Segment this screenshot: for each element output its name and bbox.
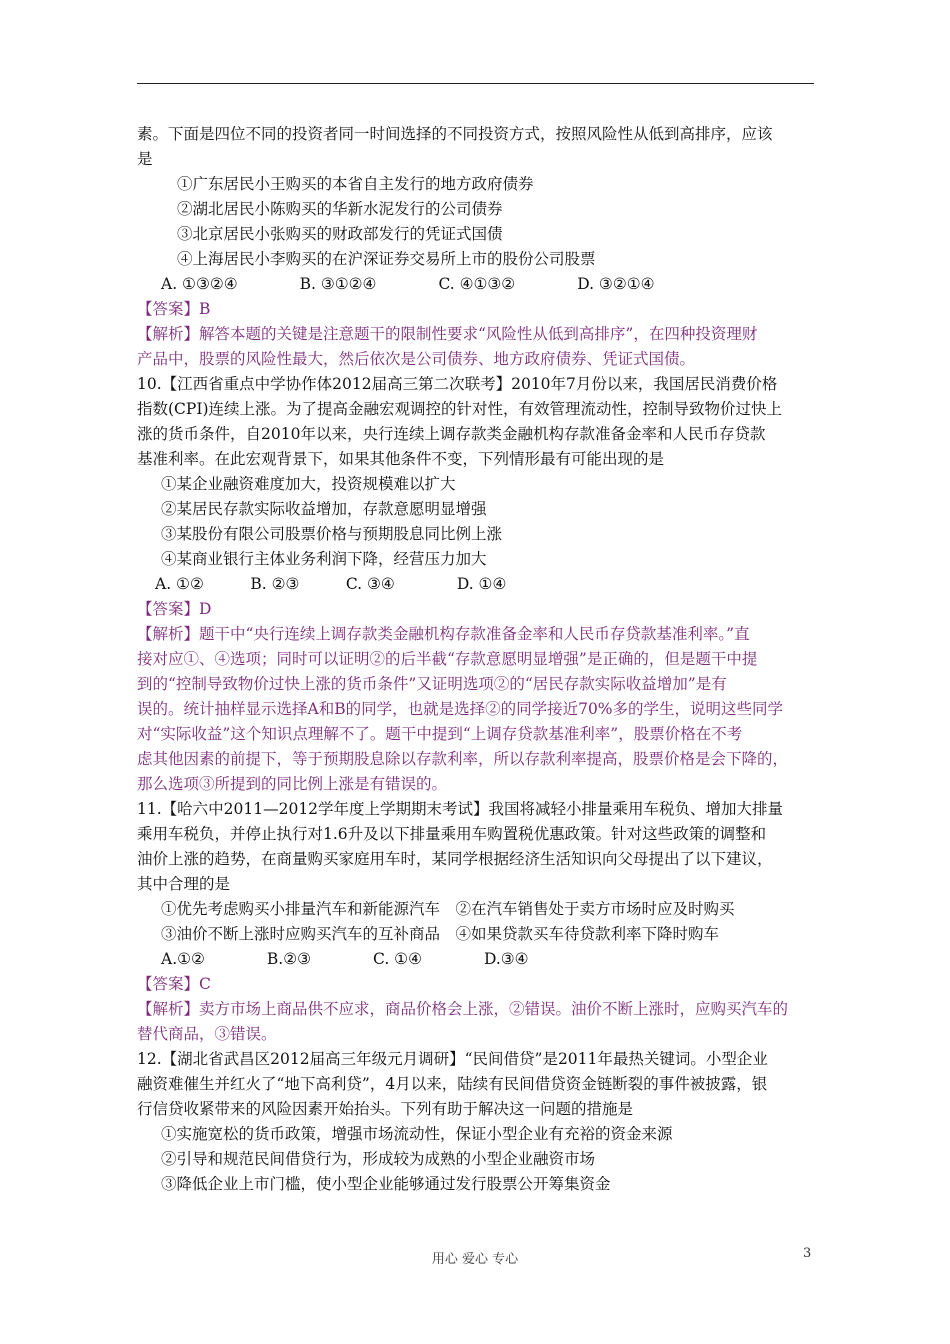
text-line: ④某商业银行主体业务利润下降，经营压力加大 bbox=[161, 550, 487, 568]
text-line: ④上海居民小李购买的在沪深证券交易所上市的股份公司股票 bbox=[177, 250, 596, 268]
text-line: 涨的货币条件，自2010年以来，央行连续上调存款类金融机构存款准备金率和人民币存贷款 bbox=[137, 425, 766, 443]
text-line: A. ①③②④ B. ③①②④ C. ④①③② D. ③②①④ bbox=[161, 275, 655, 293]
answer-line: 替代商品，③错误。 bbox=[137, 1025, 277, 1043]
text-line: 基准利率。在此宏观背景下，如果其他条件不变，下列情形最有可能出现的是 bbox=[137, 450, 665, 468]
text-line: 行信贷收紧带来的风险因素开始抬头。下列有助于解决这一问题的措施是 bbox=[137, 1100, 634, 1118]
text-line: 素。下面是四位不同的投资者同一时间选择的不同投资方式，按照风险性从低到高排序，应该 bbox=[137, 125, 773, 143]
text-line: 乘用车税负，并停止执行对1.6升及以下排量乘用车购置税优惠政策。针对这些政策的调整和 bbox=[137, 825, 767, 843]
document-body bbox=[137, 122, 817, 1197]
answer-line: 虑其他因素的前提下，等于预期股息除以存款利率，所以存款利率提高，股票价格是会下降的， bbox=[137, 750, 789, 768]
text-line: A.①② B.②③ C. ①④ D.③④ bbox=[161, 950, 529, 968]
page-number: 3 bbox=[803, 1246, 812, 1261]
text-line: ①实施宽松的货币政策，增强市场流动性，保证小型企业有充裕的资金来源 bbox=[161, 1125, 673, 1143]
answer-line: 【解析】解答本题的关键是注意题干的限制性要求“风险性从低到高排序”，在四种投资理财 bbox=[137, 325, 758, 343]
answer-line: 【解析】题干中“央行连续上调存款类金融机构存款准备金率和人民币存贷款基准利率。”直 bbox=[137, 625, 750, 643]
page-footer: 用心 爱心 专心 bbox=[431, 1252, 519, 1267]
text-line: 油价上涨的趋势，在商量购买家庭用车时，某同学根据经济生活知识向父母提出了以下建议， bbox=[137, 850, 773, 868]
text-line: ②引导和规范民间借贷行为，形成较为成熟的小型企业融资市场 bbox=[161, 1150, 596, 1168]
text-line: ②某居民存款实际收益增加，存款意愿明显增强 bbox=[161, 500, 487, 518]
text-line: 指数(CPI)连续上涨。为了提高金融宏观调控的针对性，有效管理流动性，控制导致物价过快上 bbox=[137, 400, 783, 418]
answer-line: 接对应①、④选项；同时可以证明②的后半截“存款意愿明显增强”是正确的，但是题干中提 bbox=[137, 650, 758, 668]
answer-line: 【解析】卖方市场上商品供不应求，商品价格会上涨，②错误。油价不断上涨时，应购买汽车的 bbox=[137, 1000, 789, 1018]
text-line: 10.【江西省重点中学协作体2012届高三第二次联考】2010年7月份以来，我国居民消费价格 bbox=[137, 375, 778, 393]
answer-line: 那么选项③所提到的同比例上涨是有错误的。 bbox=[137, 775, 448, 793]
answer-line: 产品中，股票的风险性最大，然后依次是公司债券、地方政府债券、凭证式国债。 bbox=[137, 350, 696, 368]
text-line: ①某企业融资难度加大，投资规模难以扩大 bbox=[161, 475, 456, 493]
answer-line: 【答案】D bbox=[137, 600, 212, 618]
text-line: ③降低企业上市门槛，使小型企业能够通过发行股票公开筹集资金 bbox=[161, 1175, 611, 1193]
text-line: 是 bbox=[137, 150, 153, 168]
text-line: ③北京居民小张购买的财政部发行的凭证式国债 bbox=[177, 225, 503, 243]
text-line: ①优先考虑购买小排量汽车和新能源汽车 ②在汽车销售处于卖方市场时应及时购买 bbox=[161, 900, 735, 918]
text-line: ②湖北居民小陈购买的华新水泥发行的公司债券 bbox=[177, 200, 503, 218]
text-line: 12.【湖北省武昌区2012届高三年级元月调研】“民间借贷”是2011年最热关键词。小型企业 bbox=[137, 1050, 768, 1068]
text-line: 融资难催生并红火了“地下高利贷”，4月以来，陆续有民间借贷资金链断裂的事件被披露，银 bbox=[137, 1075, 768, 1093]
header-rule bbox=[137, 83, 814, 84]
answer-line: 误的。统计抽样显示选择A和B的同学，也就是选择②的同学接近70%多的学生，说明这些同学 bbox=[137, 700, 784, 718]
answer-line: 【答案】B bbox=[137, 300, 211, 318]
text-line: ③油价不断上涨时应购买汽车的互补商品 ④如果贷款买车待贷款利率下降时购车 bbox=[161, 925, 720, 943]
answer-line: 【答案】C bbox=[137, 975, 211, 993]
text-line: 其中合理的是 bbox=[137, 875, 231, 893]
answer-line: 到的“控制导致物价过快上涨的货币条件”又证明选项②的“居民存款实际收益增加”是有 bbox=[137, 675, 727, 693]
text-line: 11.【哈六中2011—2012学年度上学期期末考试】我国将减轻小排量乘用车税负、增加大排量 bbox=[137, 800, 784, 818]
text-line: ①广东居民小王购买的本省自主发行的地方政府债券 bbox=[177, 175, 534, 193]
text-line: ③某股份有限公司股票价格与预期股息同比例上涨 bbox=[161, 525, 503, 543]
answer-line: 对“实际收益”这个知识点理解不了。题干中提到“上调存贷款基准利率”，股票价格在不考 bbox=[137, 725, 743, 743]
text-line: A. ①② B. ②③ C. ③④ D. ①④ bbox=[155, 575, 507, 593]
